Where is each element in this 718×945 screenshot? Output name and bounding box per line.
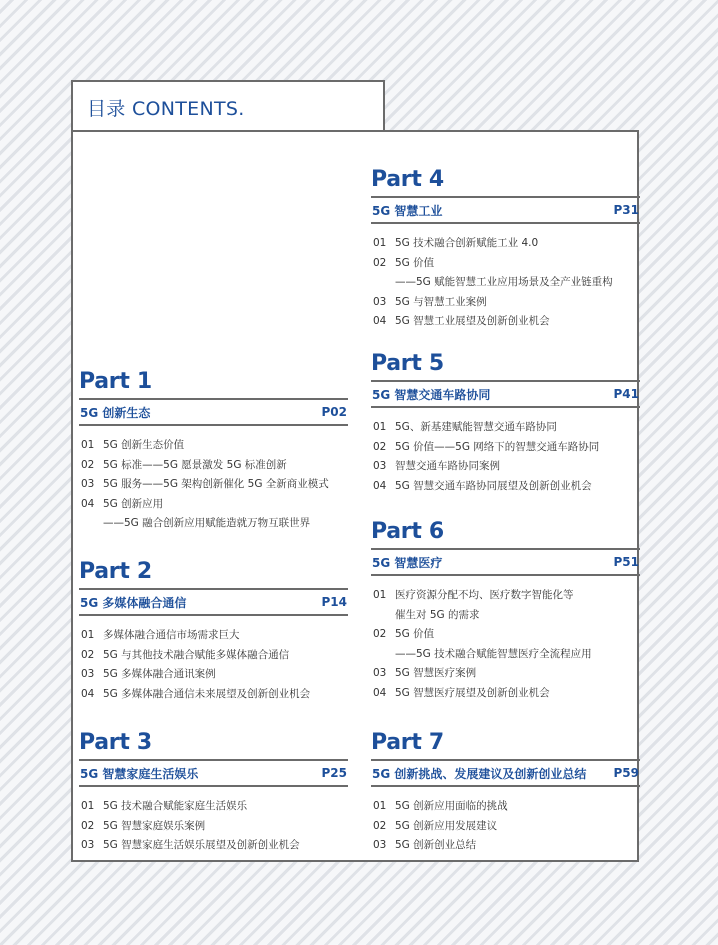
toc-item-number: 02 (81, 458, 95, 471)
part-heading-row[interactable] (371, 759, 640, 787)
part-page-number: P02 (321, 405, 347, 419)
toc-item-number: 04 (373, 315, 387, 327)
part-item-list (371, 797, 640, 856)
part-heading: 5G 智慧交通车路协同 (372, 387, 491, 402)
toc-item[interactable] (79, 665, 348, 685)
part-heading: 5G 多媒体融合通信 (80, 595, 187, 610)
toc-item-text: 5G 创新应用面临的挑战 (395, 800, 508, 812)
toc-item[interactable] (371, 645, 640, 665)
toc-item-number: 01 (373, 589, 387, 601)
toc-item-number (79, 514, 103, 534)
part-heading-row[interactable] (79, 588, 348, 616)
toc-item-number: 03 (373, 295, 387, 308)
part-heading-row[interactable] (371, 548, 640, 576)
toc-item-text: 5G 技术融合创新赋能工业 4.0 (395, 237, 539, 249)
toc-item-text: 5G 创新创业总结 (395, 839, 477, 851)
part-item-list (79, 797, 348, 856)
toc-part (371, 729, 640, 856)
toc-part (79, 558, 348, 704)
toc-item[interactable] (79, 475, 348, 495)
part-item-list (79, 626, 348, 704)
toc-item-number: 02 (373, 440, 387, 453)
toc-item-number: 02 (373, 628, 387, 640)
part-item-list (371, 418, 640, 496)
toc-item[interactable] (371, 418, 640, 438)
toc-item-number (371, 606, 395, 626)
part-item-list (371, 234, 640, 332)
toc-item-number: 01 (81, 629, 95, 641)
part-heading: 5G 创新挑战、发展建议及创新创业总结 (372, 766, 587, 781)
toc-item[interactable] (371, 817, 640, 837)
toc-item-text: 5G 与其他技术融合赋能多媒体融合通信 (103, 648, 290, 661)
toc-item[interactable] (79, 514, 348, 534)
part-label: Part 5 (371, 351, 444, 376)
toc-item[interactable] (79, 797, 348, 817)
toc-item[interactable] (79, 626, 348, 646)
part-label: Part 7 (371, 730, 444, 755)
part-label: Part 3 (79, 730, 152, 755)
toc-item[interactable] (371, 625, 640, 645)
toc-item-number: 03 (81, 839, 95, 851)
part-item-list (371, 586, 640, 703)
toc-item[interactable] (79, 685, 348, 705)
toc-item-text: ——5G 赋能智慧工业应用场景及全产业链重构 (395, 276, 613, 288)
toc-item[interactable] (371, 477, 640, 497)
toc-item-number (371, 273, 395, 293)
toc-item-text: 5G 技术融合赋能家庭生活娱乐 (103, 800, 248, 812)
toc-part (371, 518, 640, 703)
toc-item[interactable] (79, 456, 348, 476)
part-page-number: P59 (613, 766, 639, 780)
toc-item[interactable] (371, 797, 640, 817)
toc-item[interactable] (371, 457, 640, 477)
toc-item-number: 04 (81, 497, 95, 510)
toc-item-number: 03 (373, 667, 387, 679)
toc-item[interactable] (79, 436, 348, 456)
part-heading: 5G 创新生态 (80, 405, 151, 420)
toc-item-text: ——5G 融合创新应用赋能造就万物互联世界 (103, 517, 311, 529)
toc-item-number: 02 (373, 819, 387, 832)
part-page-number: P25 (321, 766, 347, 780)
toc-item[interactable] (371, 438, 640, 458)
toc-item-number: 03 (81, 668, 95, 680)
toc-item-text: 5G 标准——5G 愿景激发 5G 标准创新 (103, 458, 287, 471)
part-page-number: P14 (321, 595, 347, 609)
toc-item[interactable] (79, 646, 348, 666)
toc-item-text: 5G 服务——5G 架构创新催化 5G 全新商业模式 (103, 478, 329, 490)
toc-item-text: 5G 智慧医疗展望及创新创业机会 (395, 686, 550, 699)
toc-part (79, 729, 348, 856)
toc-item-text: 医疗资源分配不均、医疗数字智能化等 (395, 589, 574, 601)
part-label: Part 6 (371, 519, 444, 544)
toc-item-number: 01 (81, 800, 95, 812)
toc-item[interactable] (371, 234, 640, 254)
part-heading-row[interactable] (371, 380, 640, 408)
toc-item-number: 01 (373, 421, 387, 433)
toc-item[interactable] (371, 664, 640, 684)
toc-item-text: 5G 智慧交通车路协同展望及创新创业机会 (395, 479, 592, 492)
part-heading-row[interactable] (371, 196, 640, 224)
part-item-list (79, 436, 348, 534)
toc-item-text: 5G 价值 (395, 628, 435, 640)
toc-item-text: 5G 创新生态价值 (103, 439, 185, 451)
toc-item-text: 5G 多媒体融合通讯案例 (103, 668, 216, 680)
toc-item[interactable] (79, 817, 348, 837)
toc-item-number: 03 (373, 839, 387, 851)
toc-item-number: 02 (81, 819, 95, 832)
toc-item-number: 03 (81, 478, 95, 490)
toc-item[interactable] (371, 836, 640, 856)
part-heading: 5G 智慧医疗 (372, 555, 443, 570)
part-label: Part 1 (79, 369, 152, 394)
toc-item-text: 5G、新基建赋能智慧交通车路协同 (395, 421, 557, 433)
toc-item-text: 5G 创新应用发展建议 (395, 819, 498, 832)
toc-item-text: 5G 与智慧工业案例 (395, 295, 487, 308)
toc-title-box (71, 80, 385, 130)
part-label: Part 2 (79, 559, 152, 584)
toc-item-text: 5G 价值——5G 网络下的智慧交通车路协同 (395, 440, 600, 453)
toc-item-text: 5G 价值 (395, 256, 435, 269)
toc-item-text: 5G 智慧家庭娱乐案例 (103, 819, 206, 832)
toc-item-number: 01 (373, 237, 387, 249)
toc-item-text: 多媒体融合通信市场需求巨大 (103, 629, 240, 641)
toc-item-text: 5G 智慧医疗案例 (395, 667, 477, 679)
toc-item-text: 5G 多媒体融合通信未来展望及创新创业机会 (103, 687, 311, 700)
toc-item-text: 催生对 5G 的需求 (395, 608, 480, 621)
toc-item[interactable] (371, 293, 640, 313)
toc-item-number: 01 (81, 439, 95, 451)
toc-item[interactable] (371, 586, 640, 606)
toc-item[interactable] (79, 495, 348, 515)
toc-item-number: 02 (81, 648, 95, 661)
toc-item-number (371, 645, 395, 665)
toc-item-text: 5G 智慧家庭生活娱乐展望及创新创业机会 (103, 839, 300, 851)
toc-item-number: 01 (373, 800, 387, 812)
toc-item[interactable] (371, 273, 640, 293)
part-page-number: P51 (613, 555, 639, 569)
toc-item-number: 04 (373, 479, 387, 492)
toc-item-text: 智慧交通车路协同案例 (395, 460, 500, 472)
toc-item-text: ——5G 技术融合赋能智慧医疗全流程应用 (395, 647, 592, 660)
toc-item-text: 5G 创新应用 (103, 497, 164, 510)
toc-item-number: 02 (373, 256, 387, 269)
toc-part (371, 350, 640, 496)
part-heading-row[interactable] (79, 398, 348, 426)
part-label: Part 4 (371, 167, 444, 192)
toc-part (79, 368, 348, 534)
part-heading: 5G 智慧家庭生活娱乐 (80, 766, 199, 781)
toc-item[interactable] (371, 312, 640, 332)
toc-item[interactable] (371, 254, 640, 274)
part-heading-row[interactable] (79, 759, 348, 787)
toc-part (371, 166, 640, 332)
part-page-number: P41 (613, 387, 639, 401)
toc-item-number: 03 (373, 460, 387, 472)
toc-item-text: 5G 智慧工业展望及创新创业机会 (395, 315, 550, 327)
toc-item-number: 04 (373, 686, 387, 699)
toc-item-number: 04 (81, 687, 95, 700)
toc-item[interactable] (79, 836, 348, 856)
toc-item[interactable] (371, 684, 640, 704)
part-heading: 5G 智慧工业 (372, 203, 443, 218)
part-page-number: P31 (613, 203, 639, 217)
toc-title: 目录 CONTENTS. (87, 98, 245, 120)
toc-item[interactable] (371, 606, 640, 626)
